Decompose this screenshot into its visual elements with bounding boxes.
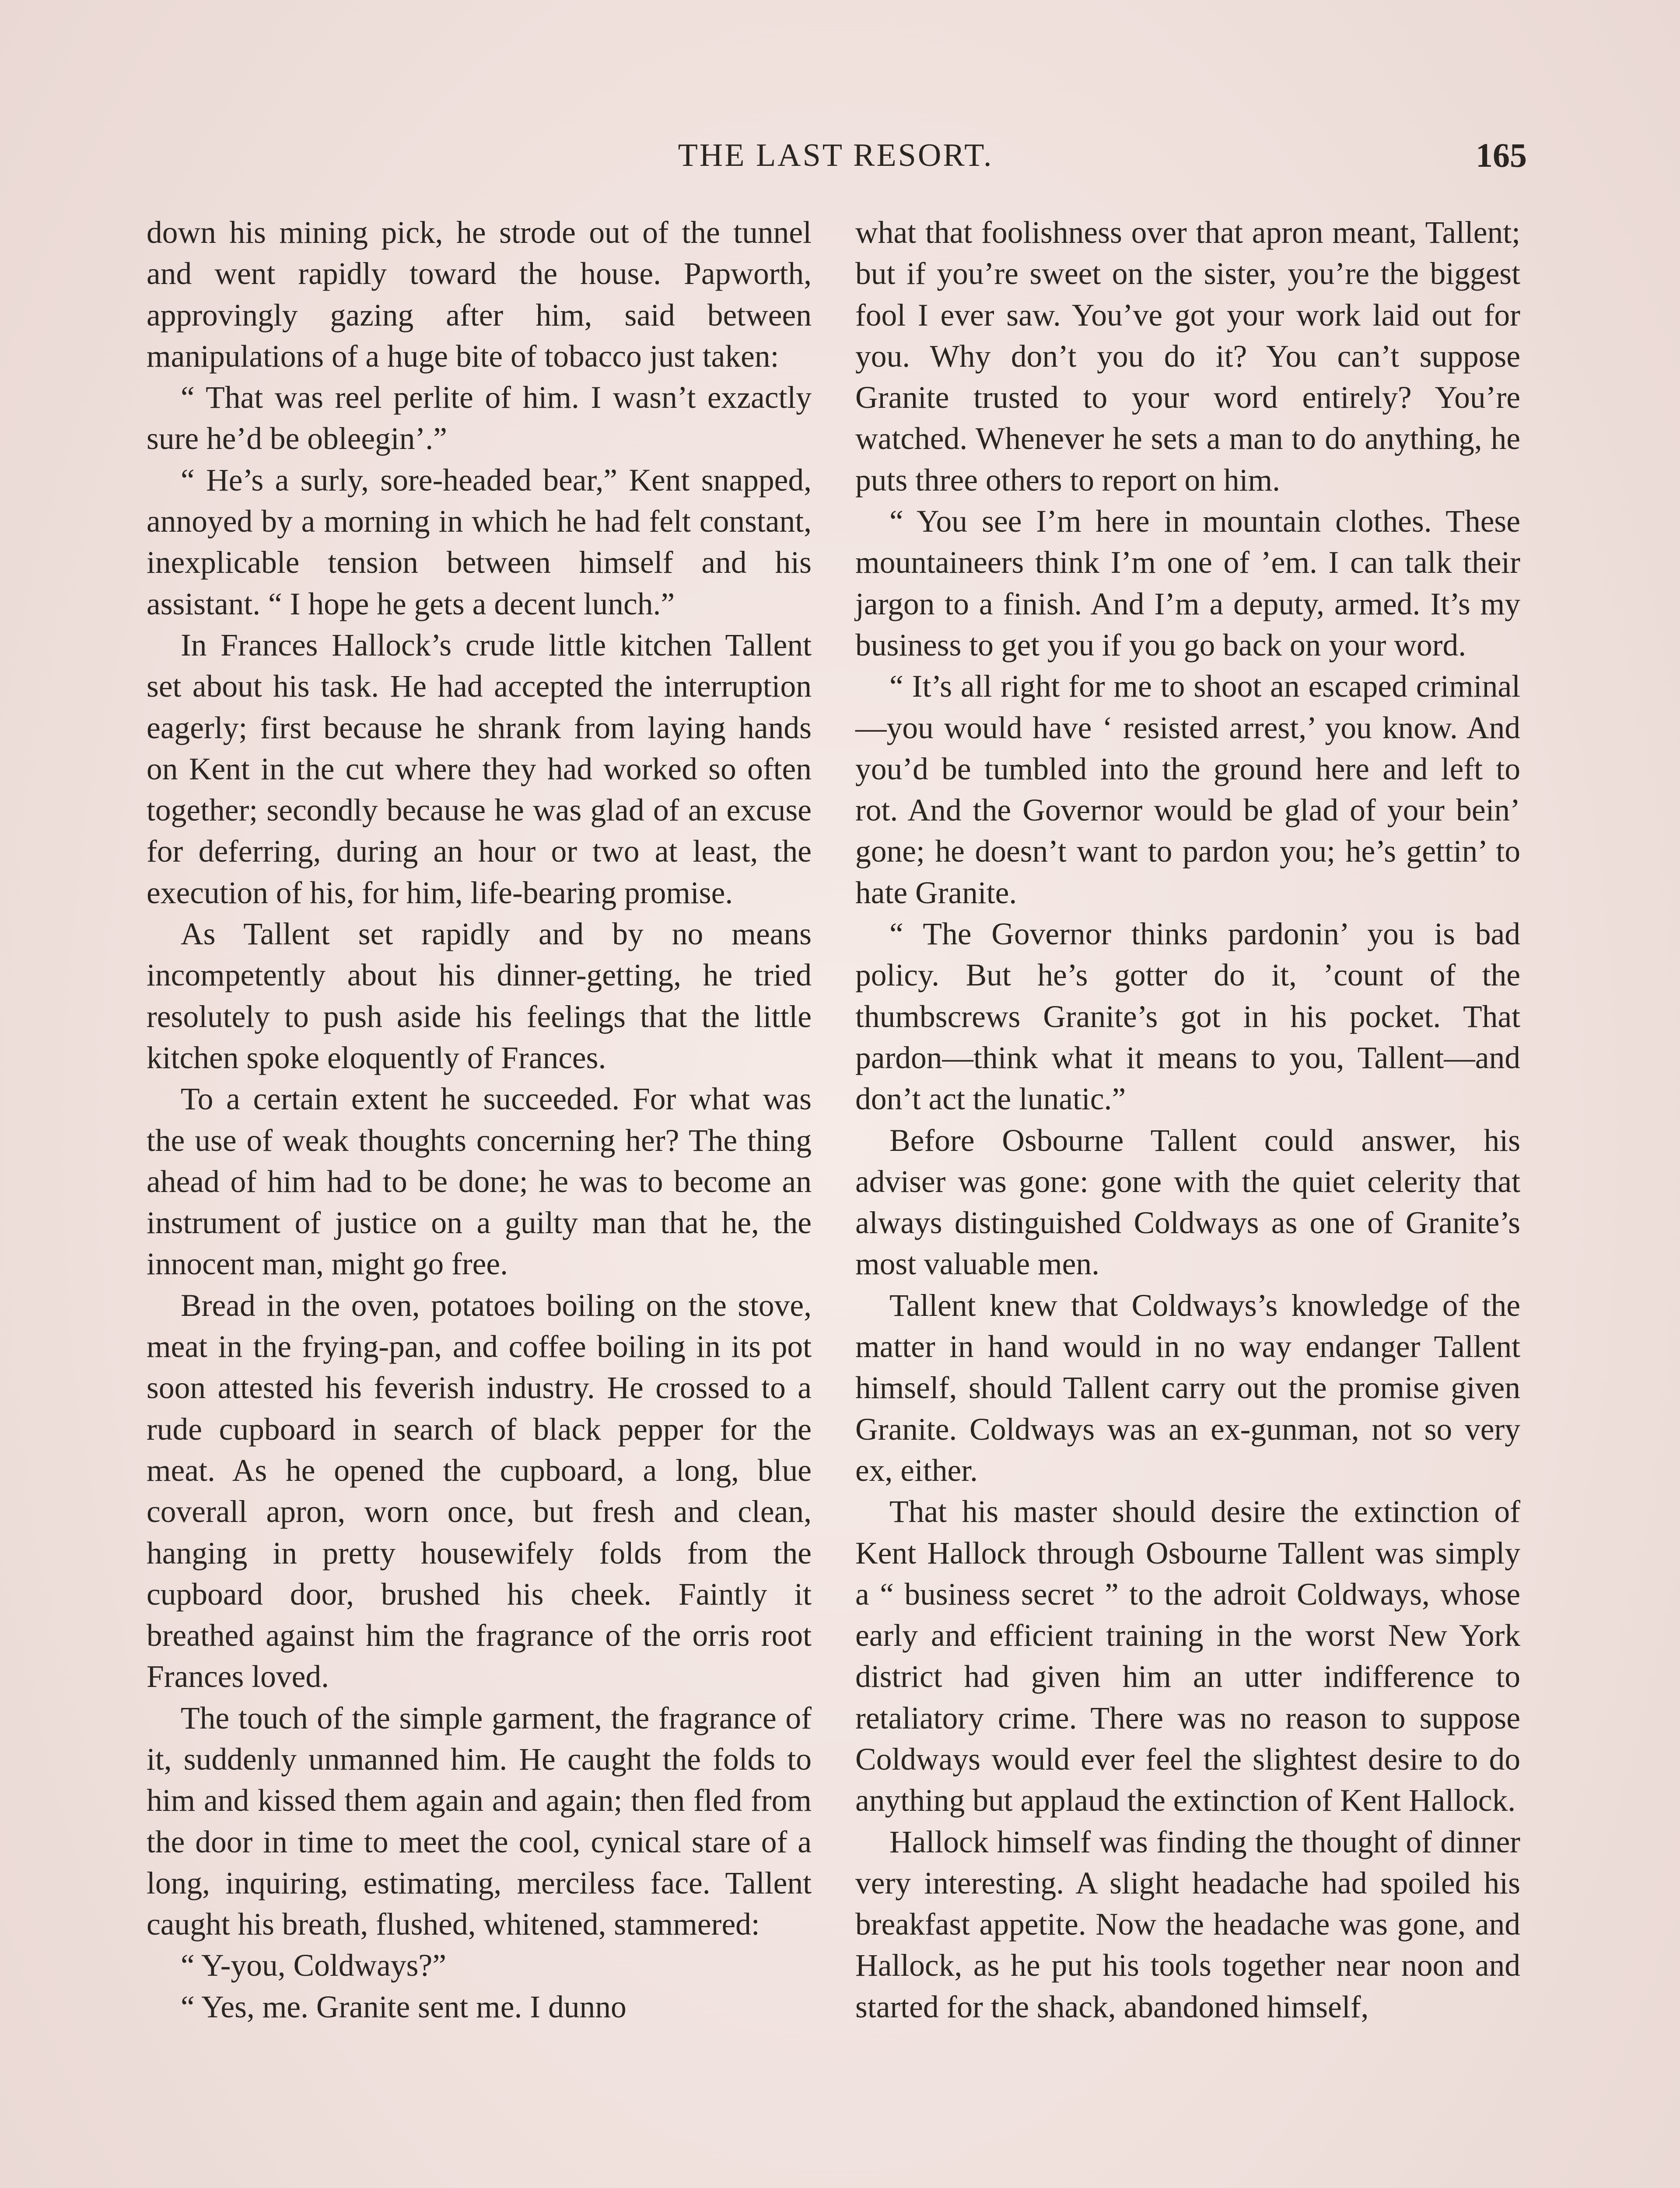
right-text-column	[855, 212, 1520, 2028]
running-head	[144, 131, 1527, 179]
paragraph: “ He’s a surly, sore-headed bear,” Kent snapped, annoyed by a morning in which he had felt constant, inexplicable tension between himself and his assistant. “ I hope he gets a decent lunch.”	[147, 463, 812, 621]
paragraph: That his master should desire the extinction of Kent Hallock through Osbourne Tallent was simply a “ business secret ” to the adroit Coldways, whose early and efficient training in the worst New York district had given him an utter indifference to retaliatory crime. There was no reason to suppose Coldways would ever feel the slightest desire to do anything but applaud the extinction of Kent Hallock.	[855, 1494, 1520, 1818]
paragraph: down his mining pick, he strode out of the tunnel and went rapidly toward the house. Papworth, approvingly gazing after him, said between manipulations of a huge bite of tobacco just taken:	[147, 215, 812, 374]
paragraph: “ The Governor thinks pardonin’ you is bad policy. But he’s gotter do it, ’count of the thumbscrews Granite’s got in his pocket. That pardon—think what it means to you, Tallent—and don’t act the lunatic.”	[855, 917, 1520, 1117]
paragraph: In Frances Hallock’s crude little kitchen Tallent set about his task. He had accepted the interruption eagerly; first because he shrank from laying hands on Kent in the cut where they had worked so often together; secondly because he was glad of an excuse for deferring, during an hour or two at least, the execution of his, for him, life-bearing promise.	[147, 628, 812, 910]
paragraph: To a certain extent he succeeded. For what was the use of weak thoughts concerning her? The thing ahead of him had to be done; he was to become an instrument of justice on a guilty man that he, the innocent man, might go free.	[147, 1082, 812, 1282]
page-number: 165	[1476, 136, 1527, 174]
paragraph: “ It’s all right for me to shoot an escaped criminal—you would have ‘ resisted arrest,’ you know. And you’d be tumbled into the ground here and left to rot. And the Governor would be glad of your bein’ gone; he doesn’t want to pardon you; he’s gettin’ to hate Granite.	[855, 669, 1520, 910]
paragraph: Bread in the oven, potatoes boiling on the stove, meat in the frying-pan, and coffee boiling in its pot soon attested his feverish industry. He crossed to a rude cupboard in search of black pepper for the meat. As he opened the cupboard, a long, blue coverall apron, worn once, but fresh and clean, hanging in pretty housewifely folds from the cupboard door, brushed his cheek. Faintly it breathed against him the fragrance of the orris root Frances loved.	[147, 1288, 812, 1694]
paragraph: “ Yes, me. Granite sent me. I dunno	[181, 1989, 626, 2024]
paragraph: Before Osbourne Tallent could answer, his adviser was gone: gone with the quiet celerity that always distinguished Coldways as one of Granite’s most valuable men.	[855, 1123, 1520, 1282]
paragraph: “ You see I’m here in mountain clothes. These mountaineers think I’m one of ’em. I can talk their jargon to a finish. And I’m a deputy, armed. It’s my business to get you if you go back on your word.	[855, 504, 1520, 663]
paragraph: Hallock himself was finding the thought of dinner very interesting. A slight headache had spoiled his breakfast appetite. Now the headache was gone, and Hallock, as he put his tools together near noon and started for the shack, abandoned himself,	[855, 1824, 1520, 2024]
paragraph: As Tallent set rapidly and by no means incompetently about his dinner-getting, he tried resolutely to push aside his feelings that the little kitchen spoke eloquently of Frances.	[147, 917, 812, 1075]
paragraph: “ Y-you, Coldways?”	[181, 1948, 446, 1983]
running-title: THE LAST RESORT.	[678, 137, 994, 173]
paragraph: what that foolishness over that apron meant, Tallent; but if you’re sweet on the sister, you’re the biggest fool I ever saw. You’ve got your work laid out for you. Why don’t you do it? You can’t suppose Granite trusted to your word entirely? You’re watched. Whenever he sets a man to do anything, he puts three others to report on him.	[855, 215, 1520, 498]
paragraph: Tallent knew that Coldways’s knowledge of the matter in hand would in no way endanger Tallent himself, should Tallent carry out the promise given Granite. Coldways was an ex-gunman, not so very ex, either.	[855, 1288, 1520, 1488]
paragraph: The touch of the simple garment, the fragrance of it, suddenly unmanned him. He caught the folds to him and kissed them again and again; then fled from the door in time to meet the cool, cynical stare of a long, inquiring, estimating, merciless face. Tallent caught his breath, flushed, whitened, stammered:	[147, 1701, 812, 1942]
paragraph: “ That was reel perlite of him. I wasn’t exzactly sure he’d be obleegin’.”	[147, 380, 812, 456]
left-text-column	[147, 212, 812, 2028]
